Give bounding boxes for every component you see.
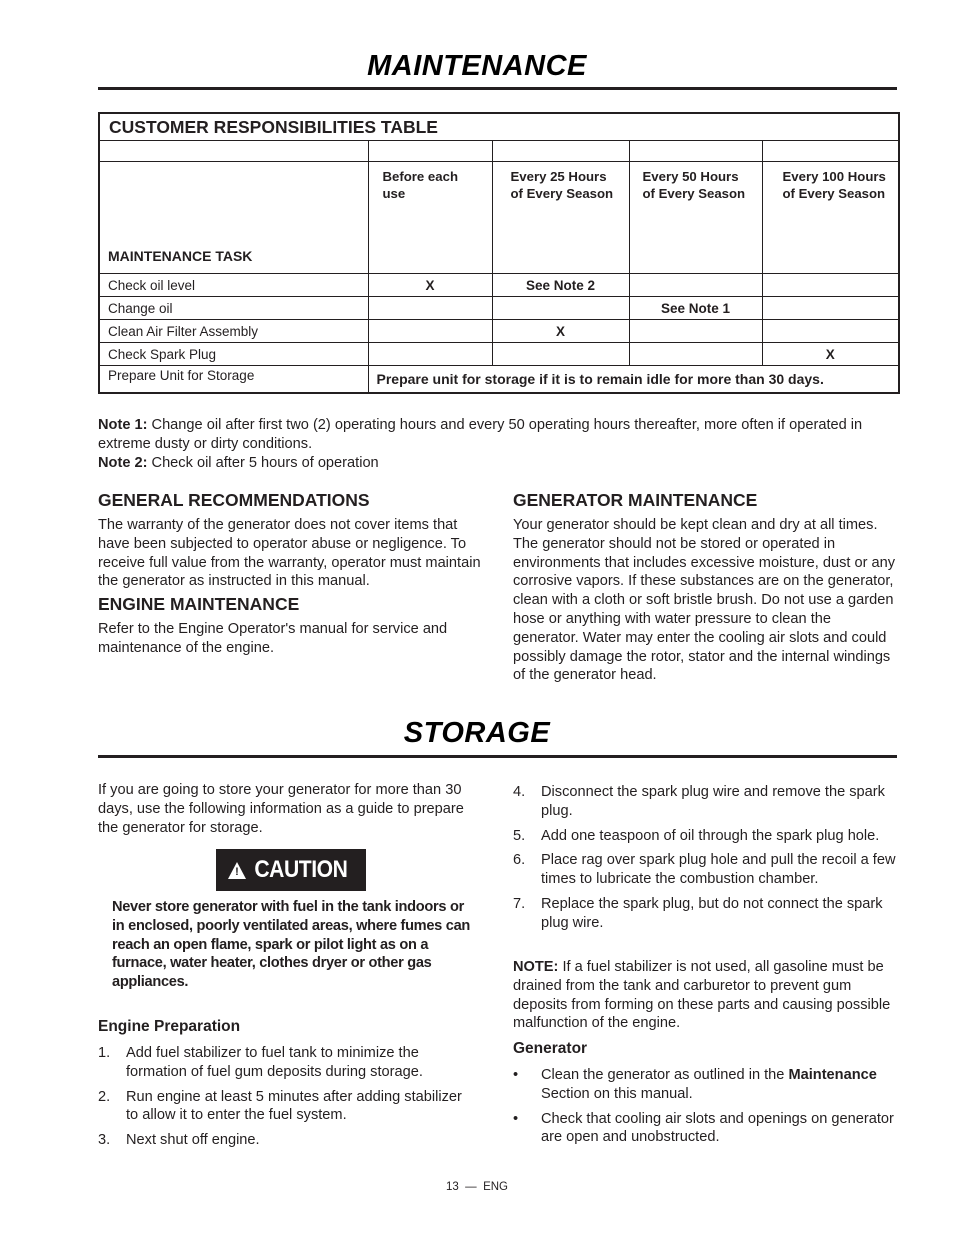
note-1 [98,416,900,454]
storage-intro: If you are going to store your generator for more than 30 days, use the following information as a guide to prepare the generator for storage. [98,782,464,836]
engine-maintenance-text: Refer to the Engine Operator's manual for service and maintenance of the engine. [98,621,448,656]
table-caption: CUSTOMER RESPONSIBILITIES TABLE [99,113,899,141]
general-recommendations-text: The warranty of the generator does not cover items that have been subjected to operator abuse or negligence. To receive full value from the warranty, operator must maintain the generator as instructed in this manual. [98,517,481,590]
note-text: If a fuel stabilizer is not used, all gasoline must be drained from the tank and carburetor to prevent gum deposits from forming on these parts and causing possible malfunction of the engine. [513,959,891,1032]
schedule-cell: See Note 2 [492,274,629,297]
schedule-cell [368,297,492,320]
list-item [513,851,899,889]
column-header: Before each use [368,162,492,274]
column-header: Every 50 Hours of Every Season [629,162,762,274]
note-1-label: Note 1: [98,417,148,433]
storage-title: STORAGE [403,717,551,749]
list-item [513,1110,899,1148]
title-rule [98,87,897,90]
generator-heading: Generator [513,1040,588,1057]
list-item [98,1088,470,1126]
schedule-cell [762,274,899,297]
list-item [98,1044,470,1082]
engine-maintenance-heading: ENGINE MAINTENANCE [98,594,300,614]
generator-maintenance-text: Your generator should be kept clean and dry at all times. The generator should not be stored or operated in environments that includes excessive moisture, dust or any corrosive vapors. If these substances are on the generator, clean with a cloth or soft bristle brush. Do not use a garden hose or anything with water pressure to clean the generator. Water may enter the cooling air slots and could possibly damage the rotor, stator and the internal windings of the generator head. [513,517,896,684]
bullet-text-bold: Maintenance [788,1067,877,1083]
task-cell: Check Spark Plug [99,343,368,366]
schedule-cell: X [762,343,899,366]
step-text: Run engine at least 5 minutes after adding stabilizer to allow it to enter the fuel system. [126,1088,462,1124]
general-recommendations-heading: GENERAL RECOMMENDATIONS [98,490,370,510]
table-row [99,297,899,320]
table-row [99,320,899,343]
schedule-cell: X [368,274,492,297]
column-header: Every 25 Hours of Every Season [492,162,629,274]
storage-note [513,958,899,1033]
step-number: 5. [513,827,526,844]
generator-bullets [513,1066,899,1153]
task-cell: Check oil level [99,274,368,297]
step-text: Add one teaspoon of oil through the spark plug hole. [541,827,880,844]
step-number: 2. [98,1088,111,1105]
task-cell: Prepare Unit for Storage [99,366,368,393]
schedule-cell [492,297,629,320]
engine-preparation-heading: Engine Preparation [98,1018,241,1035]
step-number: 6. [513,852,526,869]
task-cell: Clean Air Filter Assembly [99,320,368,343]
list-item [513,827,899,846]
step-number: 1. [98,1045,111,1061]
schedule-cell [762,320,899,343]
generator-maintenance-heading: GENERATOR MAINTENANCE [513,490,758,510]
step-text: Place rag over spark plug hole and pull the recoil a few times to lubricate the combustion chamber. [541,852,896,888]
bullet-text: Check that cooling air slots and openings on generator are open and unobstructed. [541,1110,894,1146]
column-header: Every 100 Hours of Every Season [762,162,899,274]
task-cell: Change oil [99,297,368,320]
note-label: NOTE: [513,959,559,975]
schedule-cell [629,320,762,343]
maintenance-title: MAINTENANCE [367,50,587,82]
storage-rule [98,755,897,758]
schedule-cell [629,343,762,366]
page-footer: 13 — ENG [446,1181,508,1193]
bullet-icon: • [513,1110,519,1127]
storage-row-note: Prepare unit for storage if it is to remain idle for more than 30 days. [368,366,899,393]
schedule-cell [368,343,492,366]
bullet-icon: • [513,1067,519,1083]
step-text: Replace the spark plug, but do not connect the spark plug wire. [541,895,883,931]
step-text: Disconnect the spark plug wire and remove the spark plug. [541,784,885,819]
task-header: MAINTENANCE TASK [99,162,368,274]
list-item [513,783,899,821]
step-number: 4. [513,784,526,800]
schedule-cell [368,320,492,343]
note-2 [98,454,898,473]
list-item [513,1066,899,1104]
step-number: 7. [513,895,526,912]
schedule-cell: See Note 1 [629,297,762,320]
customer-responsibilities-table [98,112,900,394]
schedule-cell [629,274,762,297]
caution-label: CAUTION [254,856,348,883]
warning-icon: ! [228,862,246,879]
engine-prep-steps [98,1044,470,1156]
caution-badge [216,849,366,891]
schedule-cell: X [492,320,629,343]
table-row [99,274,899,297]
note-2-text: Check oil after 5 hours of operation [151,455,379,471]
bullet-text: Clean the generator as outlined in the [541,1067,789,1083]
table-row [99,343,899,366]
caution-text: Never store generator with fuel in the tank indoors or in enclosed, poorly ventilated areas, where fumes can reach an open flame, spark or pilot light as on a furnace, water heater, clothes dryer or other gas appliances. [112,899,470,991]
note-1-text: Change oil after first two (2) operating hours and every 50 operating hours thereafter, more often if operated in extreme dusty or dirty conditions. [98,417,863,452]
list-item [98,1131,470,1150]
schedule-cell [492,343,629,366]
bullet-text: Section on this manual. [541,1085,693,1102]
step-number: 3. [98,1132,111,1149]
step-text: Next shut off engine. [126,1132,260,1149]
note-2-label: Note 2: [98,455,148,471]
step-text: Add fuel stabilizer to fuel tank to minimize the formation of fuel gum deposits during storage. [126,1045,423,1080]
list-item [513,895,899,933]
storage-steps [513,783,899,939]
table-row [99,366,899,393]
schedule-cell [762,297,899,320]
